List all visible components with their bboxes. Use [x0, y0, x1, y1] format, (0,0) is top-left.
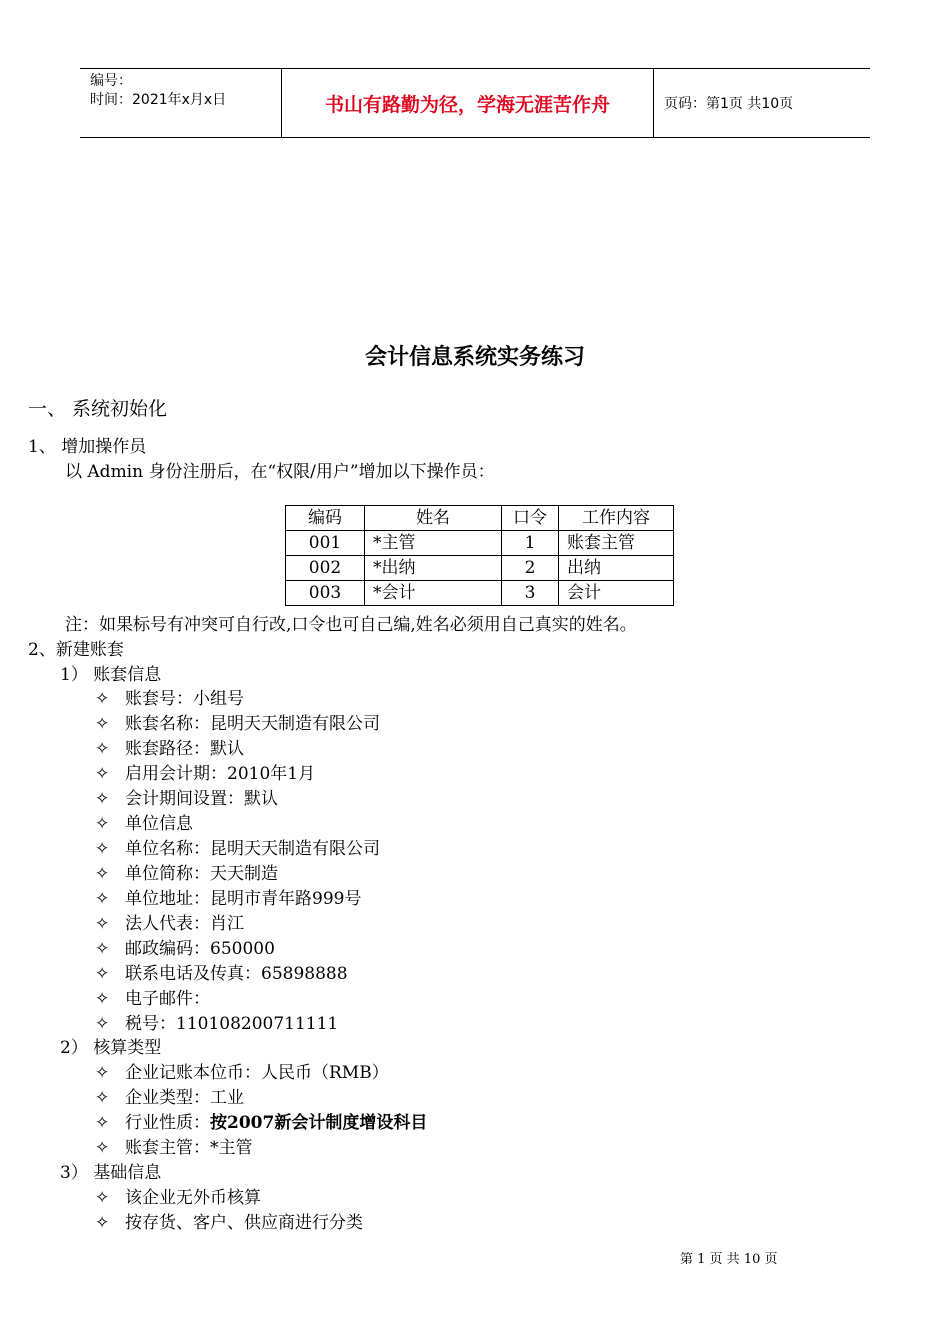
list-item — [95, 959, 348, 984]
table-cell: 出纳 — [559, 556, 674, 581]
list-item-text: 会计期间设置：默认 — [125, 789, 278, 809]
industry-value: 按2007新会计制度增设科目 — [210, 1113, 428, 1133]
list-item — [95, 1108, 427, 1133]
list-item — [95, 734, 244, 759]
diamond-bullet-icon: ✧ — [95, 939, 110, 959]
list-item-text: 法人代表：肖江 — [125, 914, 244, 934]
industry-label: 行业性质： — [125, 1113, 210, 1133]
diamond-bullet-icon: ✧ — [95, 989, 110, 1009]
list-item — [95, 1009, 338, 1034]
list-item — [95, 984, 210, 1009]
list-item — [95, 1208, 363, 1233]
item1-heading: 1、 增加操作员 — [28, 437, 147, 457]
diamond-bullet-icon: ✧ — [95, 1063, 110, 1083]
list-item-text: 企业记账本位币：人民币（RMB） — [125, 1063, 389, 1083]
section-heading: 一、 系统初始化 — [28, 398, 168, 420]
list-item — [95, 709, 380, 734]
list-item — [95, 934, 275, 959]
list-item-text: 单位地址：昆明市青年路999号 — [125, 889, 362, 909]
diamond-bullet-icon: ✧ — [95, 839, 110, 859]
list-item-text: 按存货、客户、供应商进行分类 — [125, 1213, 363, 1233]
table-cell: *会计 — [365, 581, 502, 606]
table-header-row — [286, 506, 674, 531]
list-item-text: 账套路径：默认 — [125, 739, 244, 759]
diamond-bullet-icon: ✧ — [95, 1188, 110, 1208]
operators-table — [285, 505, 674, 606]
list-item-text: 该企业无外币核算 — [125, 1188, 261, 1208]
diamond-bullet-icon: ✧ — [95, 1213, 110, 1233]
table-cell: 003 — [286, 581, 365, 606]
table-row — [286, 581, 674, 606]
diamond-bullet-icon: ✧ — [95, 1113, 110, 1133]
list-item-text: 联系电话及传真：65898888 — [125, 964, 348, 984]
diamond-bullet-icon: ✧ — [95, 1088, 110, 1108]
list-item-text: 邮政编码：650000 — [125, 939, 275, 959]
table-cell: 001 — [286, 531, 365, 556]
header-page: 页码：第1页 共10页 — [664, 96, 794, 112]
list-item-text: 电子邮件： — [125, 989, 210, 1009]
table-header: 姓名 — [365, 506, 502, 531]
table-header: 编码 — [286, 506, 365, 531]
diamond-bullet-icon: ✧ — [95, 864, 110, 884]
table-row — [286, 556, 674, 581]
table-cell: 账套主管 — [559, 531, 674, 556]
list-item — [95, 809, 193, 834]
list-item — [95, 784, 278, 809]
list-item — [95, 909, 244, 934]
list-item-text: 单位名称：昆明天天制造有限公司 — [125, 839, 380, 859]
table-header: 口令 — [502, 506, 559, 531]
list-item-text: 启用会计期：2010年1月 — [125, 764, 316, 784]
table-cell: *主管 — [365, 531, 502, 556]
table-note: 注：如果标号有冲突可自行改,口令也可自己编,姓名必须用自己真实的姓名。 — [65, 615, 637, 635]
item1-intro: 以 Admin 身份注册后，在“权限/用户”增加以下操作员： — [65, 462, 495, 482]
list-item-text: 单位简称：天天制造 — [125, 864, 278, 884]
list-item — [95, 684, 244, 709]
table-header: 工作内容 — [559, 506, 674, 531]
header-number: 编号： — [90, 73, 132, 89]
list-item — [95, 1083, 244, 1108]
list-item — [95, 859, 278, 884]
table-cell: 002 — [286, 556, 365, 581]
diamond-bullet-icon: ✧ — [95, 764, 110, 784]
list-item — [95, 1058, 389, 1083]
table-cell: *出纳 — [365, 556, 502, 581]
diamond-bullet-icon: ✧ — [95, 1014, 110, 1034]
item2-heading: 2、新建账套 — [28, 640, 124, 660]
diamond-bullet-icon: ✧ — [95, 889, 110, 909]
header-meta — [80, 69, 282, 137]
list-item — [95, 1133, 253, 1158]
document-title: 会计信息系统实务练习 — [364, 345, 585, 370]
header-time: 时间：2021年x月x日 — [90, 92, 227, 108]
table-cell: 2 — [502, 556, 559, 581]
list-item-text: 账套号：小组号 — [125, 689, 244, 709]
list-item — [95, 834, 380, 859]
list-item-text: 单位信息 — [125, 814, 193, 834]
sub2-heading: 2） 核算类型 — [60, 1038, 162, 1058]
sub1-heading: 1） 账套信息 — [60, 665, 162, 685]
list-item — [95, 759, 315, 784]
diamond-bullet-icon: ✧ — [95, 1138, 110, 1158]
list-item-text: 账套名称：昆明天天制造有限公司 — [125, 714, 380, 734]
list-item-text: 税号：110108200711111 — [125, 1014, 339, 1034]
table-cell: 3 — [502, 581, 559, 606]
table-row — [286, 531, 674, 556]
page-footer: 第 1 页 共 10 页 — [680, 1252, 778, 1267]
diamond-bullet-icon: ✧ — [95, 739, 110, 759]
page-header — [80, 68, 870, 138]
header-motto: 书山有路勤为径，学海无涯苦作舟 — [282, 69, 654, 137]
diamond-bullet-icon: ✧ — [95, 964, 110, 984]
table-cell: 1 — [502, 531, 559, 556]
diamond-bullet-icon: ✧ — [95, 789, 110, 809]
supervisor-text: 账套主管：*主管 — [125, 1138, 253, 1158]
diamond-bullet-icon: ✧ — [95, 914, 110, 934]
diamond-bullet-icon: ✧ — [95, 814, 110, 834]
table-cell: 会计 — [559, 581, 674, 606]
diamond-bullet-icon: ✧ — [95, 714, 110, 734]
list-item — [95, 884, 361, 909]
sub3-heading: 3） 基础信息 — [60, 1163, 162, 1183]
list-item — [95, 1183, 261, 1208]
list-item-text: 企业类型：工业 — [125, 1088, 244, 1108]
diamond-bullet-icon: ✧ — [95, 689, 110, 709]
